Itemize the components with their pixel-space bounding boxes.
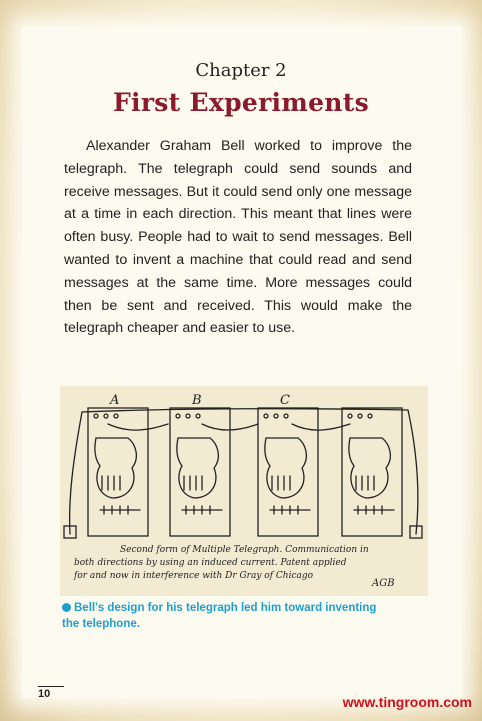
watermark: www.tingroom.com: [342, 694, 472, 710]
station-label-b: B: [192, 393, 202, 408]
telegraph-sketch-figure: [60, 386, 428, 596]
handwriting-line-3: for and now in interference with Dr Gray of Chicago: [74, 571, 314, 581]
caption-bullet-icon: [62, 603, 71, 612]
chapter-title: First Experiments: [112, 88, 369, 117]
station-d: [342, 408, 402, 536]
station-label-c: C: [280, 393, 290, 408]
top-wire: [82, 409, 408, 412]
telegraph-sketch: [60, 386, 428, 596]
page-sheet: [22, 26, 462, 698]
left-ground-wire: [70, 412, 82, 534]
right-ground-wire: [408, 410, 418, 534]
station-c: [258, 408, 318, 536]
caption-text: Bell's design for his telegraph led him toward inventing the telephone.: [62, 602, 377, 630]
link-wire-ab: [108, 424, 168, 430]
page-number: 10: [38, 686, 64, 700]
station-label-a: A: [110, 393, 120, 408]
signature: AGB: [372, 578, 395, 589]
station-b: [170, 408, 230, 536]
handwriting-line-1: Second form of Multiple Telegraph. Communication in: [120, 545, 369, 555]
handwriting-line-2: both directions by using an induced current. Patent applied: [74, 558, 347, 568]
link-wire-cd: [292, 424, 350, 430]
body-paragraph: Alexander Graham Bell worked to improve the telegraph. The telegraph could send sounds and receive messages. But it could send only one message at a time in each direction. This meant that lines were often busy. People had to wait to send messages. Bell wanted to invent a machine that could read and send messages at the same time. More messages could then be sent and received. This would make the telegraph cheaper and easier to use.: [64, 138, 412, 337]
figure-caption: [62, 600, 392, 632]
chapter-label: Chapter 2: [195, 60, 287, 81]
